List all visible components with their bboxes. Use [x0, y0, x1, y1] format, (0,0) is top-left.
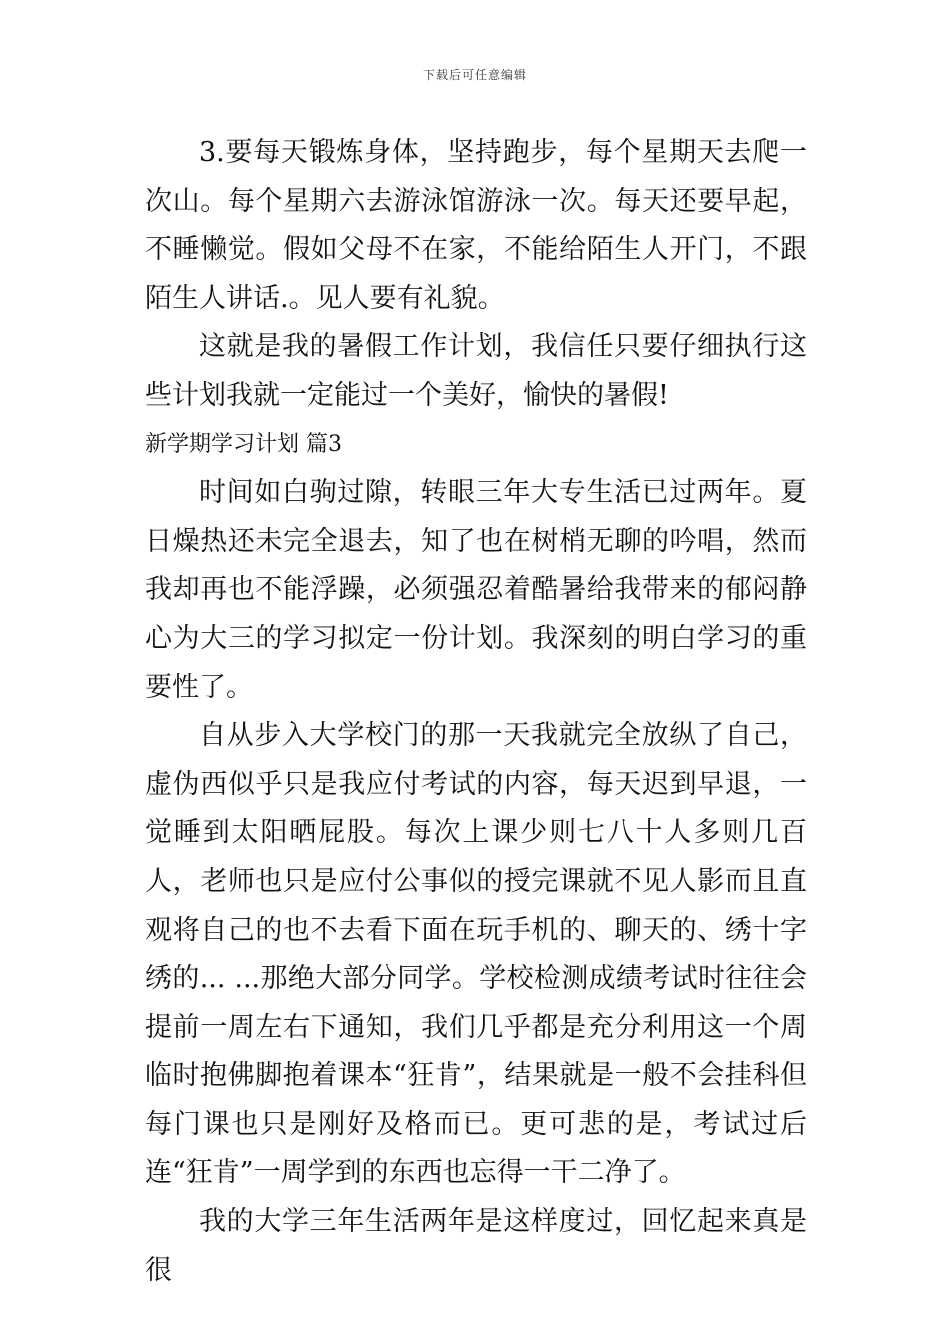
document-body	[145, 129, 807, 1295]
section-heading: 新学期学习计划 篇3	[145, 431, 342, 457]
paragraph-exercise-plan: 3.要每天锻炼身体，坚持跑步，每个星期天去爬一次山。每个星期六去游泳馆游泳一次。每天还要早起，不睡懒觉。假如父母不在家，不能给陌生人开门，不跟陌生人讲话.。见人要有礼貌。	[145, 137, 807, 314]
page-header: 下载后可任意编辑	[422, 68, 527, 82]
paragraph-summer-conclusion: 这就是我的暑假工作计划，我信任只要仔细执行这些计划我就一定能过一个美好，愉快的暑假!	[145, 331, 807, 411]
paragraph-two-years: 我的大学三年生活两年是这样度过，回忆起来真是很	[145, 1206, 807, 1286]
paragraph-college-reflection: 自从步入大学校门的那一天我就完全放纵了自己，虚伪西似乎只是我应付考试的内容，每天迟到早退，一觉睡到太阳晒屁股。每次上课少则七八十人多则几百人，老师也只是应付公事似的授完课就不见人影而且直观将自己的也不去看下面在玩手机的、聊天的、绣十字绣的... ...那绝大部分同学。学校检测成绩考试时往往会提前一周左右下通知，我们几乎都是充分利用这一个周临时抱佛脚抱着课本“狂肯”，结果就是一般不会挂科但每门课也只是刚好及格而已。更可悲的是，考试过后连“狂肯”一周学到的东西也忘得一干二净了。	[145, 720, 807, 1189]
paragraph-time-flies: 时间如白驹过隙，转眼三年大专生活已过两年。夏日燥热还未完全退去，知了也在树梢无聊的吟唱，然而我却再也不能浮躁，必须强忍着酷暑给我带来的郁闷静心为大三的学习拟定一份计划。我深刻的明白学习的重要性了。	[145, 477, 807, 703]
